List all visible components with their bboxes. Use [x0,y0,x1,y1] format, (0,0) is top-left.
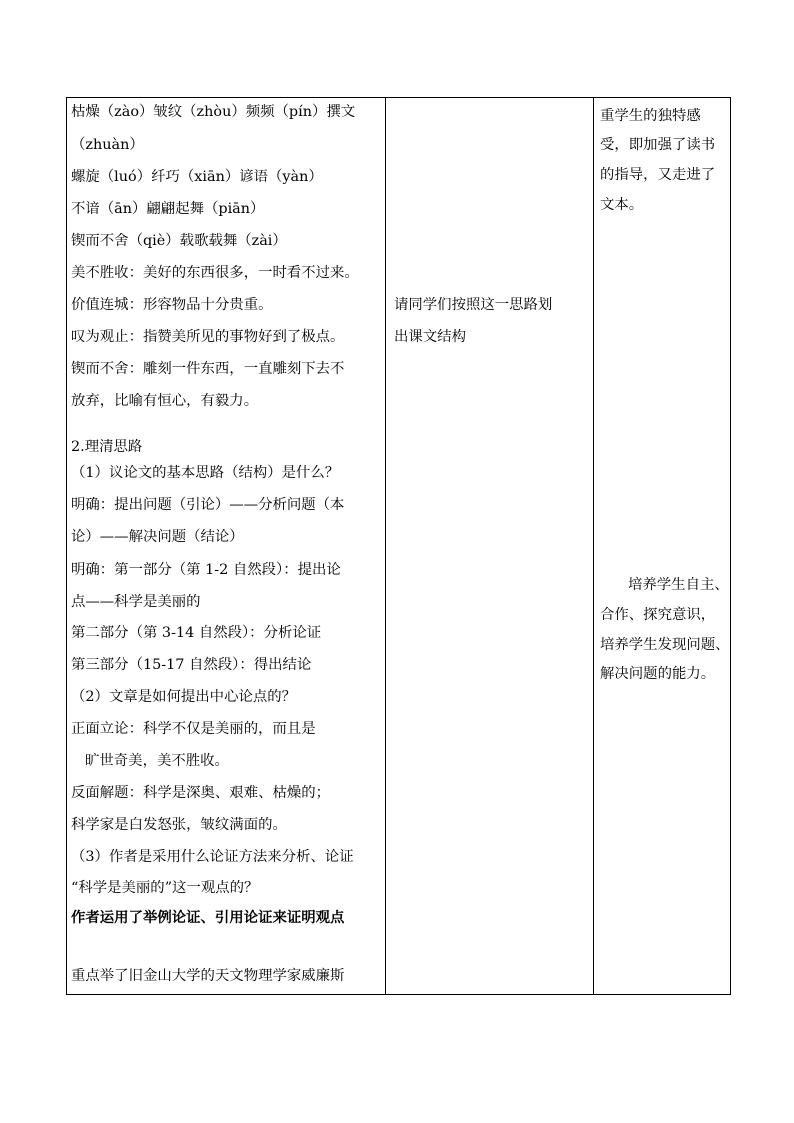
question-line: （2）文章是如何提出中心论点的？ [71,689,297,705]
text-line: 螺旋（luó）纤巧（xiān）谚语（yàn） [71,169,323,185]
text-line: 第二部分（第 3-14 自然段）：分析论证 [71,625,322,641]
text-line: 第三部分（15-17 自然段）：得出结论 [71,657,312,673]
text-line: 枯燥（zào）皱纹（zhòu）频频（pín）撰文 [71,104,356,120]
text-line: 叹为观止：指赞美所见的事物好到了极点。 [71,329,345,345]
text-line: 请同学们按照这一思路划 [394,297,553,313]
text-line: 锲而不舍：雕刻一件东西，一直雕刻下去不 [71,361,345,377]
text-line: 论）——解决问题（结论） [71,529,244,545]
text-line: 培养学生自主、 [628,577,729,593]
text-line: 重点举了旧金山大学的天文物理学家威廉斯 [71,968,345,984]
activity-cell [386,98,594,995]
text-line: 培养学生发现问题、 [600,637,730,653]
intent-cell [594,98,731,995]
question-line: （1）议论文的基本思路（结构）是什么？ [71,465,340,481]
text-line: （zhuàn） [71,137,144,153]
text-line: 美不胜收：美好的东西很多，一时看不过来。 [71,265,359,281]
text-line: 旷世奇美，美不胜收。 [85,753,229,769]
text-line: 点——科学是美丽的 [71,594,201,610]
text-line: 文本。 [600,197,644,213]
text-line: 明确：提出问题（引论）——分析问题（本 [71,497,345,513]
text-line: 解决问题的能力。 [600,666,716,682]
text-line: 放弃，比喻有恒心，有毅力。 [71,393,259,409]
text-line: 出课文结构 [394,329,466,345]
text-line: “科学是美丽的”这一观点的？ [71,880,259,896]
text-line: 重学生的独特感 [600,108,701,124]
text-line: 正面立论：科学不仅是美丽的，而且是 [71,721,316,737]
text-line: 价值连城：形容物品十分贵重。 [71,297,273,313]
content-column [67,98,385,994]
table-row [67,98,731,995]
content-cell [67,98,386,995]
answer-line: 作者运用了举例论证、引用论证来证明观点 [71,909,345,926]
text-line: 反面解题：科学是深奥、艰难、枯燥的； [71,785,331,801]
lesson-plan-table [66,97,731,995]
text-line: 受，即加强了读书 [600,137,716,153]
text-line: 合作、探究意识， [600,607,716,623]
text-line: 锲而不舍（qiè）载歌载舞（zài） [71,233,287,249]
section-heading: 2.理清思路 [71,439,143,455]
text-line: 明确：第一部分（第 1-2 自然段）：提出论 [71,562,341,578]
text-line: 科学家是白发怒张，皱纹满面的。 [71,817,287,833]
text-line: 的指导，又走进了 [600,167,716,183]
text-line: 不谙（ān）翩翩起舞（piān） [71,201,265,217]
question-line: （3）作者是采用什么论证方法来分析、论证 [71,849,354,865]
